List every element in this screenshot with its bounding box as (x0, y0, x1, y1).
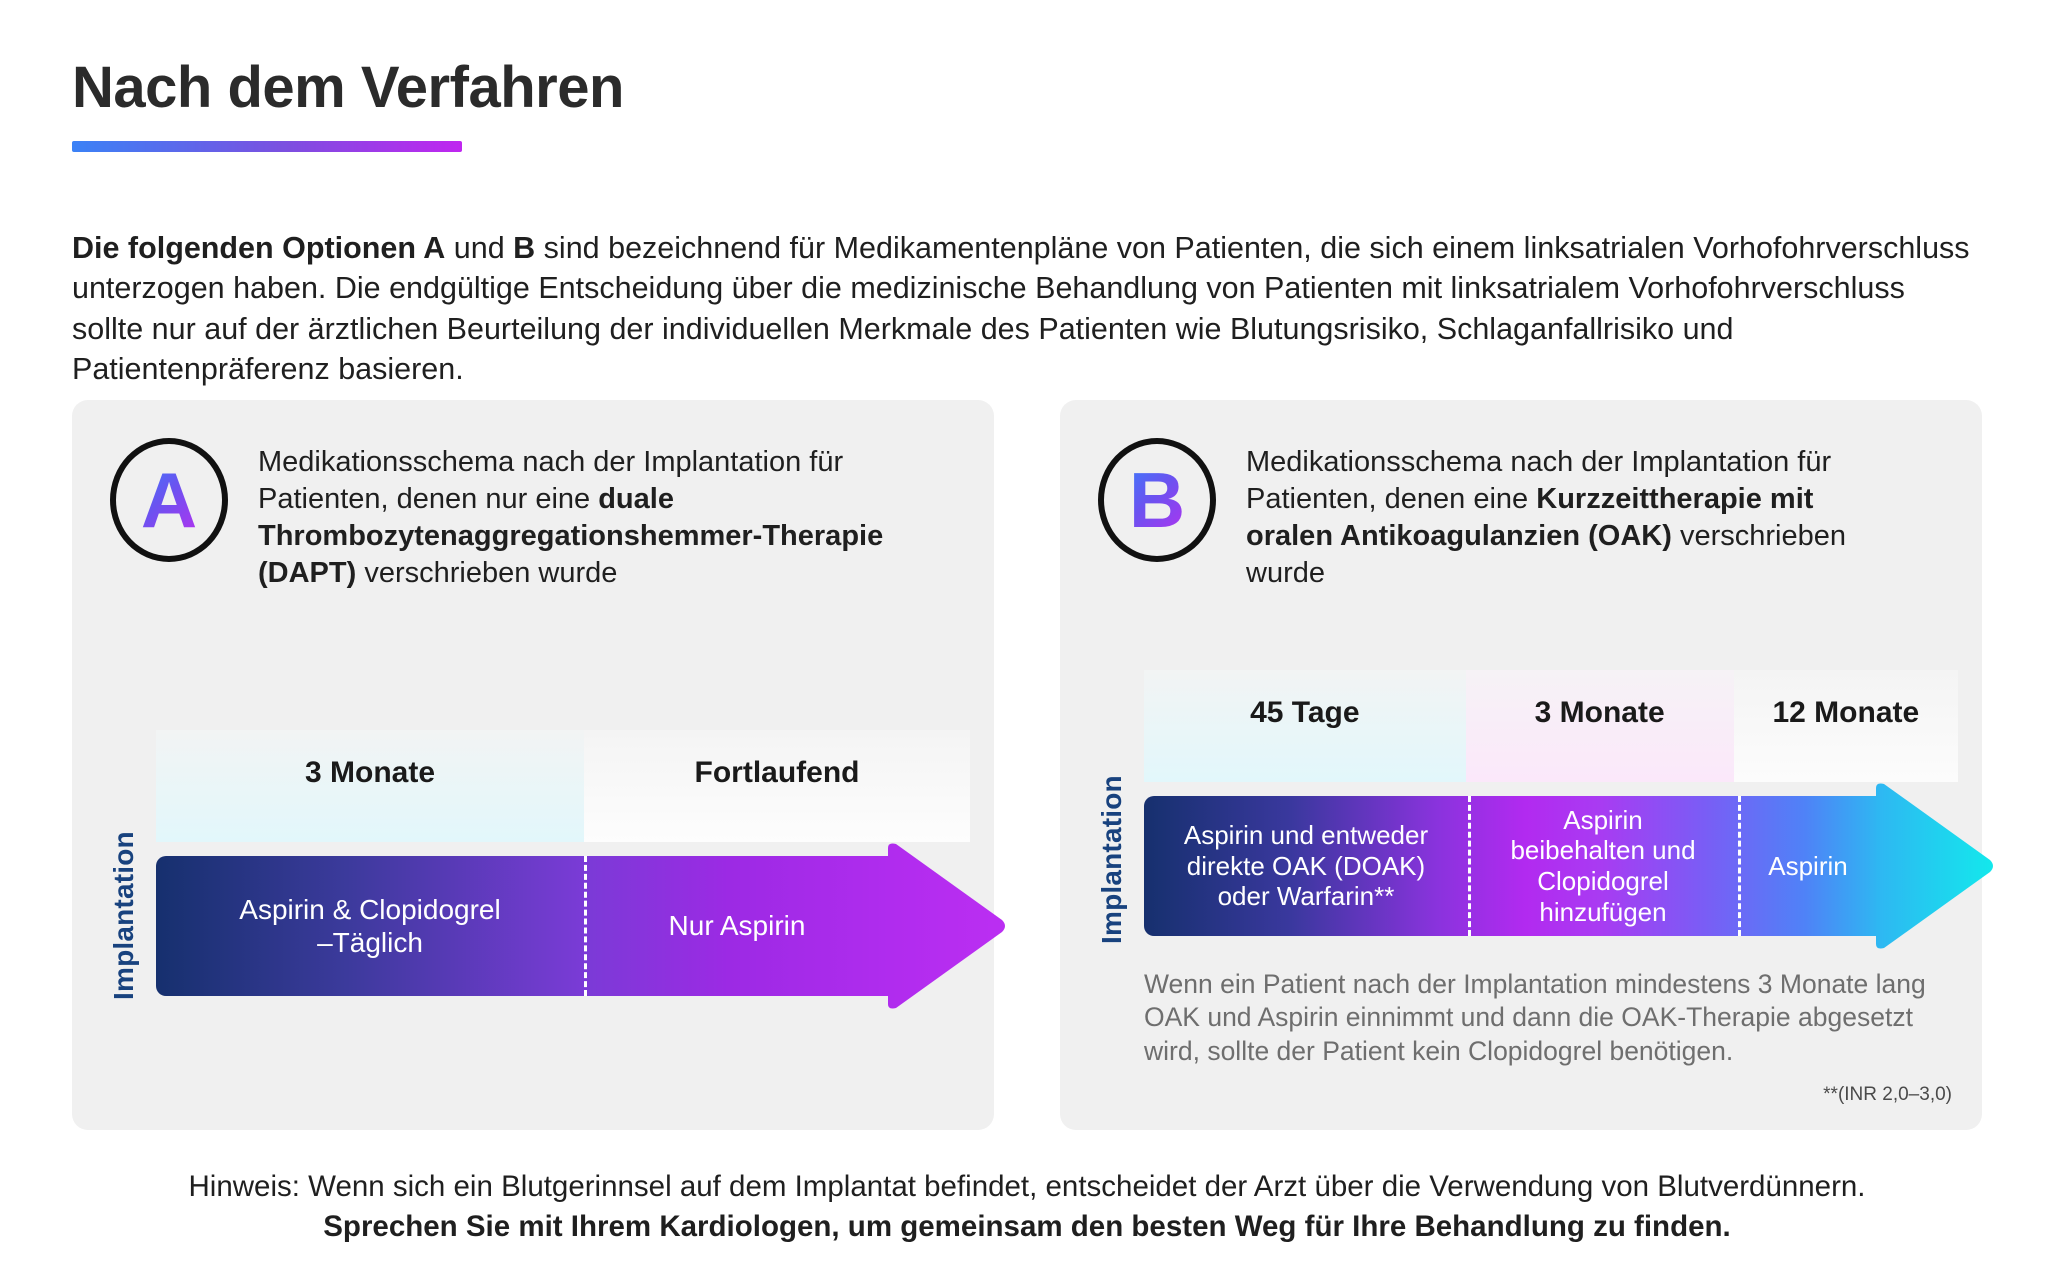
title-underline-rule (72, 141, 462, 152)
panel-b-axis-label: Implantation (1096, 775, 1127, 944)
page-title: Nach dem Verfahren (72, 55, 624, 120)
panel-b-segment-1 (1144, 796, 1468, 936)
intro-paragraph (72, 228, 1982, 389)
panel-b-period-label-3: 12 Monate (1772, 696, 1920, 729)
panel-b-segment-2-line2: beibehalten und (1510, 835, 1696, 866)
panel-b-header (1060, 400, 1982, 592)
panel-b-period-band-3 (1734, 670, 1958, 782)
panel-b-segment-1-line1: Aspirin und entweder (1183, 819, 1429, 850)
panel-b-timeline (1098, 670, 1958, 950)
panel-b-arrowhead (1874, 782, 1994, 950)
badge-circle-b (1098, 438, 1216, 562)
panel-a-desc-part1: Medikationsschema nach der Implantation für Patienten, denen nur eine (258, 446, 844, 516)
panel-a-segment-1 (156, 856, 584, 996)
panel-a-description (258, 438, 948, 592)
panel-a-period-band-1 (156, 730, 584, 842)
panel-a-arrow-body (156, 856, 890, 996)
panel-b-period-label-2: 3 Monate (1534, 696, 1665, 729)
panel-b-description (1246, 438, 1886, 592)
panel-a-arrow (156, 842, 970, 1010)
panel-a-segment-2-line1: Nur Aspirin (668, 910, 806, 942)
panel-b-segment-3-line1: Aspirin (1768, 850, 1848, 881)
intro-lead-bold: Die folgenden Optionen A (72, 231, 446, 265)
panel-a-period-bands (156, 730, 970, 842)
panel-a-arrowhead (886, 842, 1006, 1010)
panel-b-period-band-1 (1144, 670, 1466, 782)
intro-rest: sind bezeichnend für Medikamentenpläne von Patienten, die sich einem linksatrialen Vorhofohrverschluss unterzogen haben. Die endgültige Entscheidung über die medizinische Behandlung von Patienten mit linksatrialem Vorhofohrverschluss sollte nur auf der ärztlichen Beurteilung der individuellen Merkmale des Patienten wie Blutungsrisiko, Schlaganfallrisiko und Patientenpräferenz basieren. (72, 231, 1970, 386)
badge-letter-a: A (140, 456, 198, 544)
panel-b-desc-part1: Medikationsschema nach der Implantation für Patienten, denen eine (1246, 446, 1832, 516)
panel-b-desc-bold: Kurzzeittherapie mit oralen Antikoagulanzien (OAK) (1246, 483, 1814, 553)
panel-a-period-label-2: Fortlaufend (694, 756, 860, 789)
panel-b-inr-footnote: **(INR 2,0–3,0) (1823, 1084, 1952, 1105)
panels-container (72, 400, 1982, 1130)
panel-a-period-band-2 (584, 730, 970, 842)
panel-b-period-band-2 (1466, 670, 1734, 782)
panel-b-segment-2-line1: Aspirin (1563, 804, 1643, 835)
panel-b-segment-2-line3: Clopidogrel (1537, 866, 1669, 896)
panel-a-segment-divider (584, 856, 587, 996)
panel-a-desc-bold: duale Thrombozytenaggregationshemmer-Therapie (DAPT) (258, 483, 884, 590)
intro-bold-b: B (513, 231, 536, 265)
panel-option-a (72, 400, 994, 1130)
panel-a-period-label-1: 3 Monate (304, 756, 436, 789)
panel-b-segment-divider-2 (1738, 796, 1741, 936)
panel-a-segment-1-line2: –Täglich (317, 927, 423, 958)
panel-b-period-bands (1144, 670, 1958, 782)
panel-b-segment-1-line3: oder Warfarin** (1217, 881, 1395, 912)
panel-a-timeline (110, 730, 970, 1010)
bottom-note-line2: Sprechen Sie mit Ihrem Kardiologen, um gemeinsam den besten Weg für Ihre Behandlung zu finden. (323, 1210, 1731, 1244)
panel-a-desc-part2: verschrieben wurde (356, 557, 618, 590)
badge-circle-a (110, 438, 228, 562)
panel-a-header (72, 400, 994, 592)
panel-option-b (1060, 400, 1982, 1130)
panel-a-axis-label: Implantation (108, 831, 139, 1000)
panel-b-arrow-body (1144, 796, 1878, 936)
panel-b-segment-divider-1 (1468, 796, 1471, 936)
panel-b-arrow (1144, 782, 1958, 950)
title-block (72, 55, 624, 152)
panel-b-segment-2-line4: hinzufügen (1539, 896, 1667, 927)
panel-b-segment-3 (1738, 796, 1878, 936)
bottom-note-line1: Hinweis: Wenn sich ein Blutgerinnsel auf dem Implantat befindet, entscheidet der Arzt über die Verwendung von Blutverdünnern. (188, 1170, 1866, 1203)
panel-b-note: Wenn ein Patient nach der Implantation mindestens 3 Monate lang OAK und Aspirin einnimmt und dann die OAK-Therapie abgesetzt wird, sollte der Patient kein Clopidogrel benötigen. (1144, 968, 1926, 1066)
panel-a-segment-1-line1: Aspirin & Clopidogrel (239, 893, 501, 925)
panel-b-segment-1-line2: direkte OAK (DOAK) (1186, 850, 1426, 881)
panel-b-desc-part2: verschrieben wurde (1246, 520, 1846, 590)
panel-b-period-label-1: 45 Tage (1250, 696, 1360, 729)
panel-a-segment-2 (584, 856, 890, 996)
panel-b-segment-2 (1468, 796, 1738, 936)
bottom-note (72, 1168, 1982, 1247)
badge-letter-b: B (1128, 456, 1186, 544)
intro-mid: und (445, 231, 514, 265)
